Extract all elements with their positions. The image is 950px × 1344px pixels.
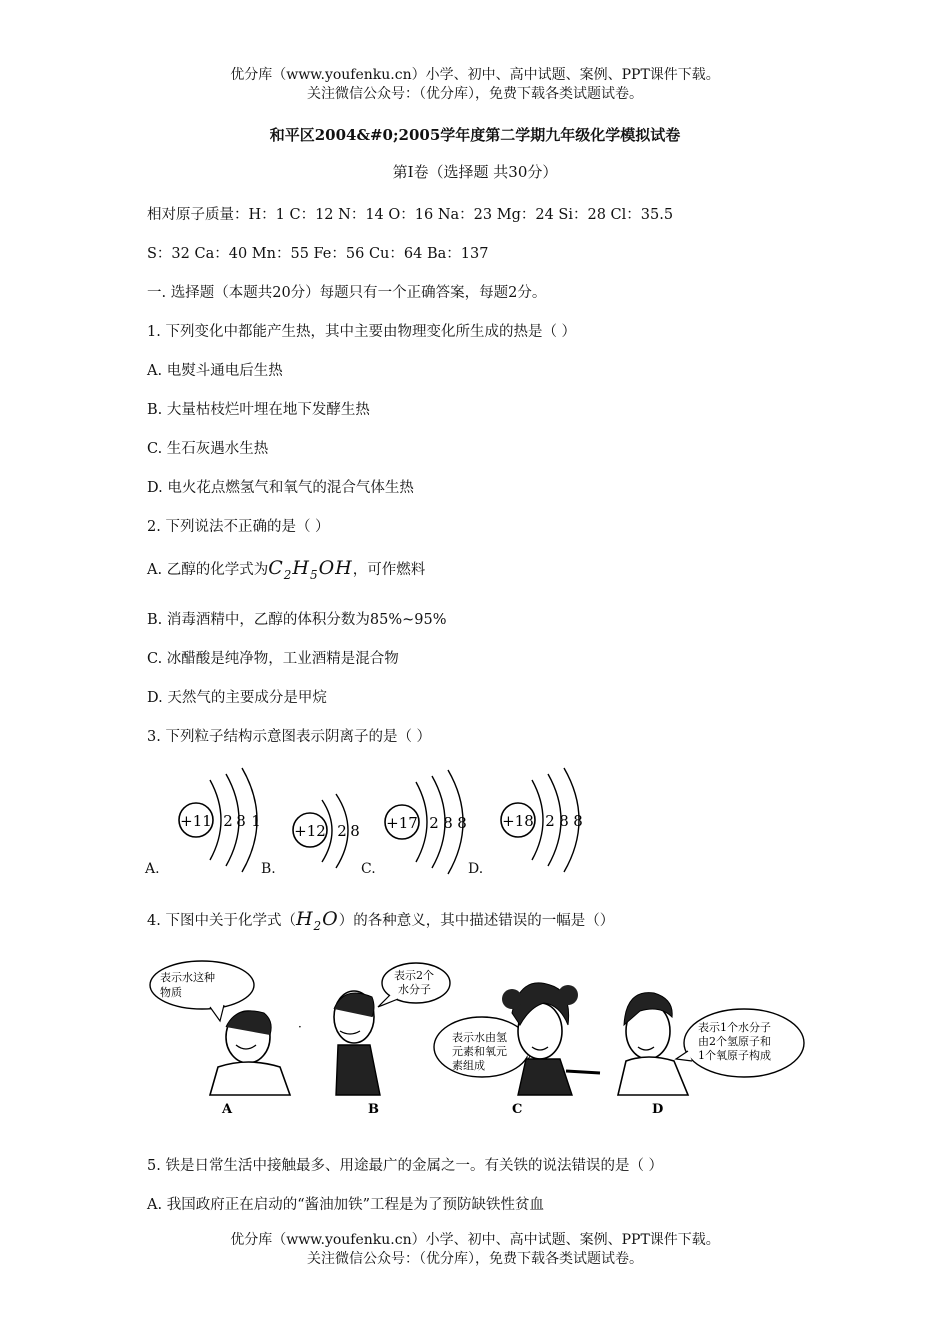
q2-option-a-suffix: ，可作燃料 bbox=[352, 562, 426, 578]
cartoon-label-b: B bbox=[368, 1102, 379, 1117]
q2-option-b: B. 消毒酒精中，乙醇的体积分数为85%~95% bbox=[147, 612, 447, 628]
speech-bubble-b-line-2: 水分子 bbox=[398, 983, 431, 996]
atomic-mass-line-1: 相对原子质量：H：1 C：12 N：14 O：16 Na：23 Mg：24 Si：28 Cl：35.5 bbox=[147, 207, 674, 223]
q4-stem-prefix: 4. 下图中关于化学式（ bbox=[147, 913, 296, 929]
atom-b-shell-2: 8 bbox=[350, 822, 360, 840]
q3-label-d: D. bbox=[468, 861, 484, 877]
water-formula: $H_2O$ bbox=[295, 908, 339, 933]
q3-label-a: A. bbox=[145, 861, 160, 877]
speech-bubble-a-line-1: 表示水这种 bbox=[160, 971, 215, 984]
header-line-1: 优分库（www.youfenku.cn）小学、初中、高中试题、案例、PPT课件下载。 bbox=[230, 67, 720, 83]
speech-bubble-b-line-1: 表示2个 bbox=[394, 969, 434, 982]
atomic-mass-line-2: S：32 Ca：40 Mn：55 Fe：56 Cu：64 Ba：137 bbox=[147, 246, 489, 262]
atom-diagram-a bbox=[179, 768, 261, 872]
speech-bubble-d-line-1: 表示1个水分子 bbox=[698, 1021, 771, 1034]
q5-stem: 5. 铁是日常生活中接触最多、用途最广的金属之一。有关铁的说法错误的是（ ） bbox=[147, 1158, 664, 1174]
q1-option-b: B. 大量枯枝烂叶埋在地下发酵生热 bbox=[147, 402, 370, 418]
cartoon-label-c: C bbox=[512, 1102, 523, 1117]
atom-diagram-d bbox=[501, 768, 583, 872]
cartoon-figure-b bbox=[334, 963, 450, 1117]
page-subtitle: 第Ⅰ卷（选择题 共30分） bbox=[392, 163, 558, 181]
q3-label-b: B. bbox=[261, 861, 276, 877]
cartoon-figure-a bbox=[150, 961, 290, 1117]
atom-b-nucleus: +12 bbox=[294, 822, 326, 840]
q2-option-a-text: A. 乙醇的化学式为 bbox=[147, 562, 269, 578]
q2-option-c: C. 冰醋酸是纯净物，工业酒精是混合物 bbox=[147, 651, 399, 667]
q2-option-a bbox=[147, 557, 425, 582]
header-line-2: 关注微信公众号：（优分库），免费下载各类试题试卷。 bbox=[307, 86, 643, 102]
cartoon-figure-d bbox=[618, 993, 804, 1117]
atom-diagram-b bbox=[293, 794, 360, 868]
cartoon-label-d: D bbox=[652, 1102, 664, 1117]
atom-b-shell-1: 2 bbox=[337, 822, 347, 840]
speech-bubble-c-line-2: 元素和氧元 bbox=[452, 1045, 507, 1058]
atom-d-shell-1: 2 bbox=[545, 812, 555, 830]
footer-line-2: 关注微信公众号：（优分库），免费下载各类试题试卷。 bbox=[307, 1251, 643, 1267]
atom-d-shell-3: 8 bbox=[573, 812, 583, 830]
atom-a-shell-1: 2 bbox=[223, 812, 233, 830]
q1-option-d: D. 电火花点燃氢气和氧气的混合气体生热 bbox=[147, 480, 414, 496]
footer-line-1: 优分库（www.youfenku.cn）小学、初中、高中试题、案例、PPT课件下载。 bbox=[230, 1232, 720, 1248]
atom-c-shell-3: 8 bbox=[457, 814, 467, 832]
atom-c-shell-2: 8 bbox=[443, 814, 453, 832]
water-formula-cartoon bbox=[140, 955, 820, 1125]
cartoon-label-a: A bbox=[222, 1102, 233, 1117]
q1-option-c: C. 生石灰遇水生热 bbox=[147, 441, 269, 457]
speech-bubble-d-line-3: 1个氧原子构成 bbox=[698, 1049, 771, 1062]
atom-c-nucleus: +17 bbox=[386, 814, 418, 832]
speech-bubble-d-line-2: 由2个氢原子和 bbox=[698, 1035, 771, 1048]
q3-stem: 3. 下列粒子结构示意图表示阴离子的是（ ） bbox=[147, 729, 432, 745]
ethanol-formula: $C_2H_5OH$ bbox=[268, 557, 353, 582]
q1-stem: 1. 下列变化中都能产生热，其中主要由物理变化所生成的热是（ ） bbox=[147, 324, 577, 340]
page-title: 和平区2004&#0;2005学年度第二学期九年级化学模拟试卷 bbox=[269, 126, 681, 144]
speech-bubble-c-line-3: 素组成 bbox=[452, 1059, 485, 1072]
svg-text:·: · bbox=[298, 1020, 302, 1034]
q5-option-a: A. 我国政府正在启动的“酱油加铁”工程是为了预防缺铁性贫血 bbox=[147, 1197, 545, 1213]
speech-bubble-c-line-1: 表示水由氢 bbox=[452, 1031, 507, 1044]
atom-d-shell-2: 8 bbox=[559, 812, 569, 830]
q2-stem: 2. 下列说法不正确的是（ ） bbox=[147, 519, 330, 535]
q3-label-c: C. bbox=[361, 861, 376, 877]
q4-stem-suffix: ）的各种意义，其中描述错误的一幅是（） bbox=[338, 913, 615, 929]
atom-a-shell-3: 1 bbox=[251, 812, 261, 830]
section-heading: 一. 选择题（本题共20分）每题只有一个正确答案，每题2分。 bbox=[147, 285, 547, 301]
atom-diagram-c bbox=[385, 770, 467, 874]
atom-a-shell-2: 8 bbox=[236, 812, 246, 830]
atom-d-nucleus: +18 bbox=[502, 812, 534, 830]
q4-stem bbox=[147, 908, 614, 933]
cartoon-figure-c bbox=[434, 983, 600, 1117]
q2-option-d: D. 天然气的主要成分是甲烷 bbox=[147, 690, 327, 706]
speech-bubble-a-line-2: 物质 bbox=[160, 986, 182, 999]
q1-option-a: A. 电熨斗通电后生热 bbox=[147, 363, 283, 379]
atom-c-shell-1: 2 bbox=[429, 814, 439, 832]
atom-a-nucleus: +11 bbox=[180, 812, 212, 830]
